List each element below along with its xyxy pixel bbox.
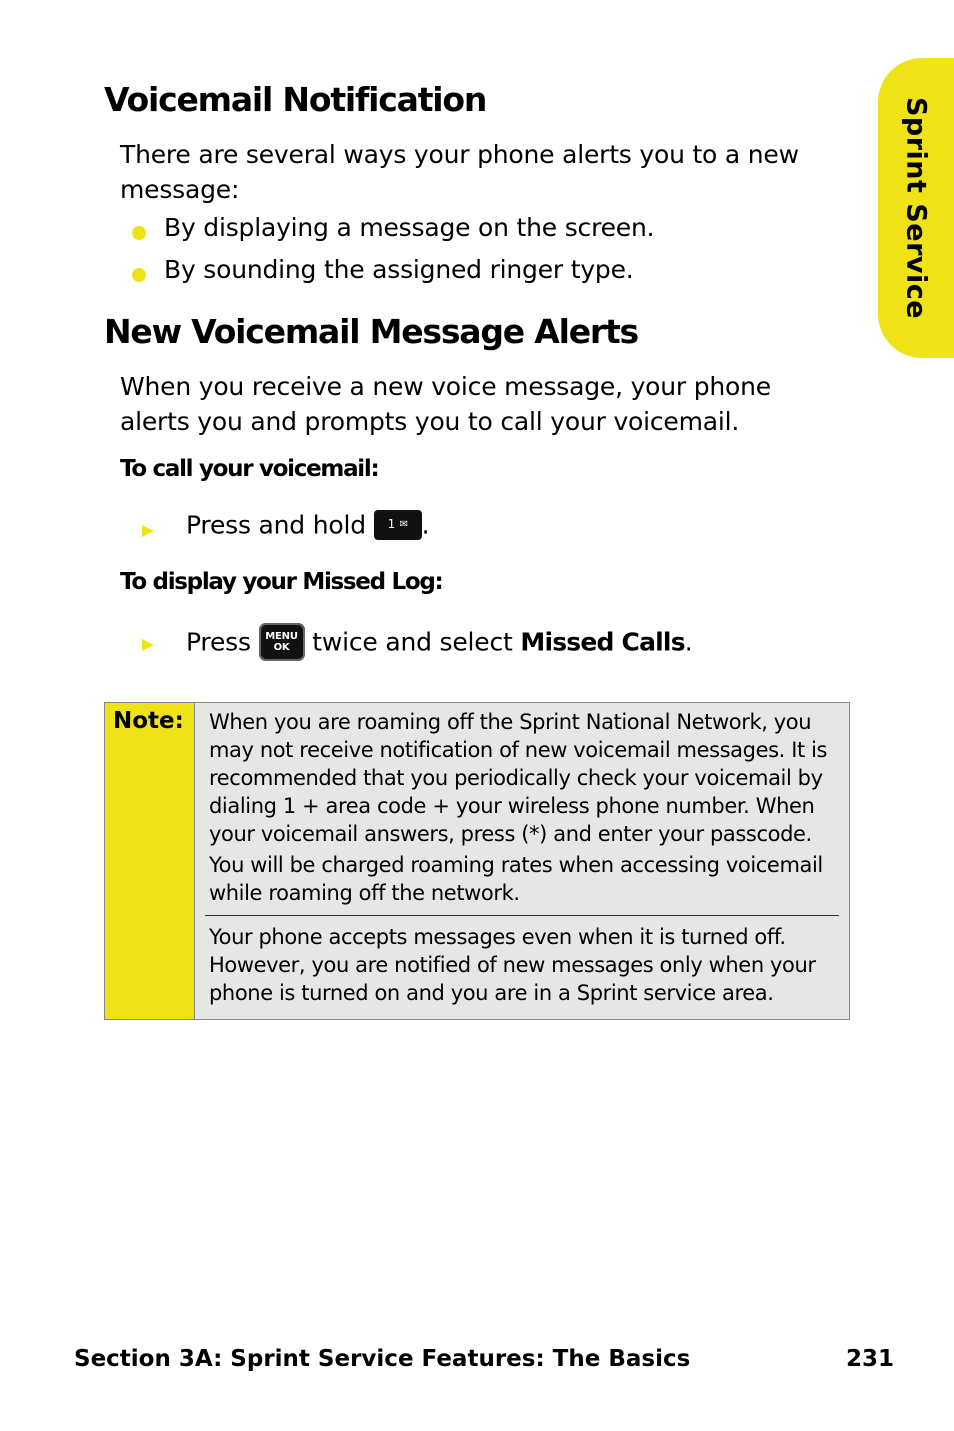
- note-label-column: [105, 703, 195, 1019]
- bullet-item-display: By displaying a message on the screen.: [164, 213, 655, 242]
- step-arrow-icon: [142, 525, 154, 537]
- note-paragraph-charges: You will be charged roaming rates when accessing voicemail while roaming off the network.: [209, 853, 823, 905]
- step-arrow-icon: [142, 639, 154, 651]
- missed-log-step: [186, 623, 693, 661]
- call-step-suffix: .: [421, 510, 430, 540]
- new-voicemail-alerts-heading: New Voicemail Message Alerts: [104, 312, 638, 351]
- missed-calls-label: Missed Calls: [520, 627, 685, 657]
- bullet-icon: [132, 268, 146, 282]
- note-label: Note:: [113, 708, 184, 734]
- notification-intro: There are several ways your phone alerts you to a new message:: [120, 140, 799, 204]
- log-step-prefix: Press: [186, 627, 251, 657]
- note-paragraph-messages: Your phone accepts messages even when it is turned off. However, you are notified of new messages only when your phone is turned on and you are in a Sprint service area.: [209, 925, 816, 1005]
- side-tab-label: Sprint Service: [900, 96, 932, 320]
- log-step-middle: twice and select: [312, 627, 513, 657]
- note-divider: [205, 915, 839, 916]
- bullet-icon: [132, 226, 146, 240]
- log-step-suffix: .: [684, 627, 693, 657]
- bullet-item-ringer: By sounding the assigned ringer type.: [164, 255, 634, 284]
- footer-section-title: Section 3A: Sprint Service Features: The Basics: [74, 1346, 691, 1372]
- key-1-voicemail-icon: 1 ✉: [374, 510, 422, 540]
- call-voicemail-step: [186, 509, 429, 540]
- note-box: [104, 702, 850, 1020]
- note-body: [195, 703, 849, 1019]
- menu-ok-key-icon: MENU OK: [259, 623, 305, 661]
- note-paragraph-roaming: When you are roaming off the Sprint National Network, you may not receive notification of new voicemail messages. It is recommended that you periodically check your voicemail by dialing 1 + area code + your wireless phone number. When your voicemail answers, press (*) and enter your passcode.: [209, 710, 828, 846]
- voicemail-notification-heading: Voicemail Notification: [104, 80, 487, 119]
- alerts-intro: When you receive a new voice message, your phone alerts you and prompts you to call your voicemail.: [120, 372, 771, 436]
- call-voicemail-subheading: To call your voicemail:: [120, 456, 379, 482]
- footer-page-number: 231: [846, 1346, 895, 1372]
- missed-log-subheading: To display your Missed Log:: [120, 569, 443, 595]
- call-step-prefix: Press and hold: [186, 510, 366, 540]
